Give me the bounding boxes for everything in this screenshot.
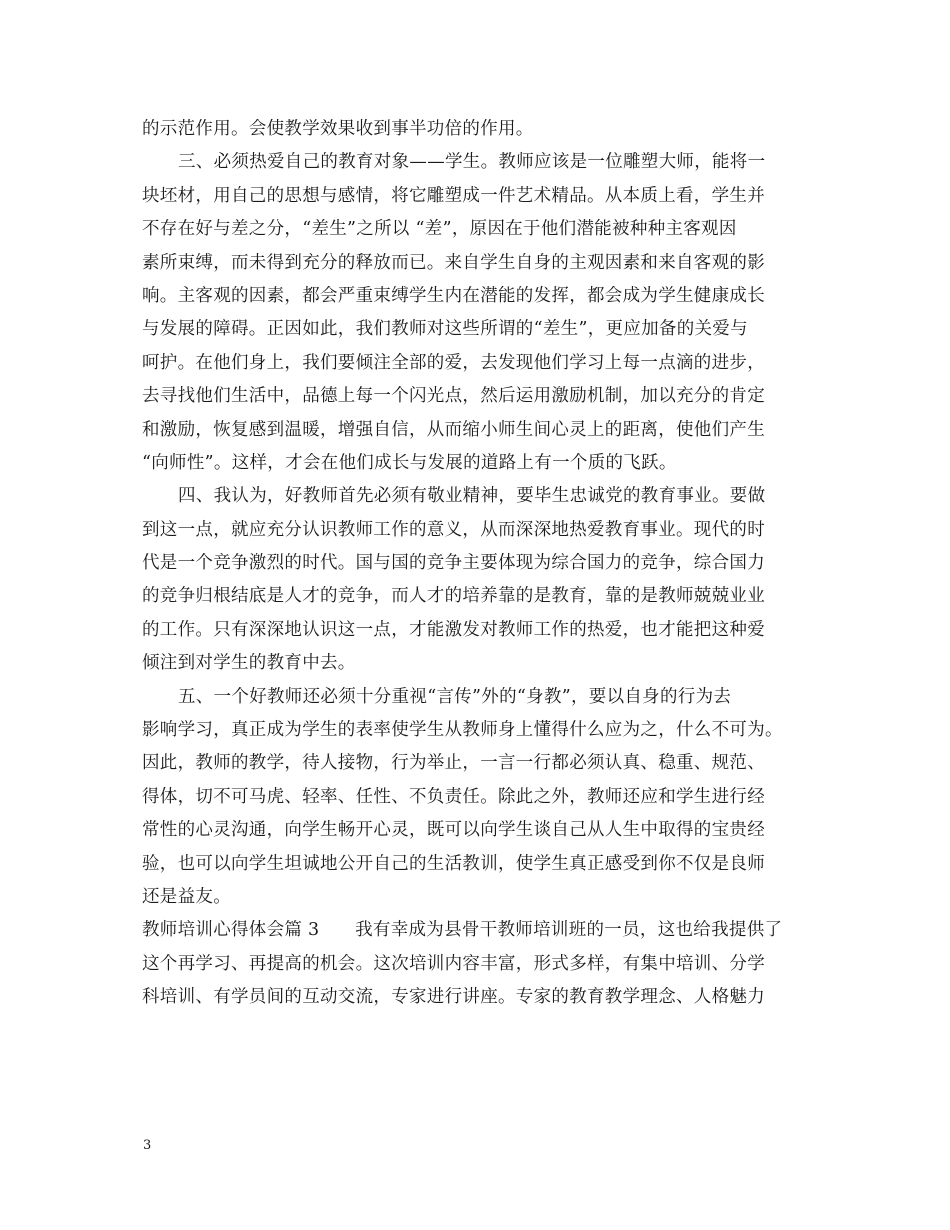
- text-line: 的示范作用。会使教学效果收到事半功倍的作用。: [142, 119, 534, 139]
- text-line: 常性的心灵沟通，向学生畅开心灵，既可以向学生谈自己从人生中取得的宝贵经: [142, 820, 765, 841]
- page-number: 3: [143, 1138, 152, 1153]
- text-line: 去寻找他们生活中，品德上每一个闪光点，然后运用激励机制，加以充分的肯定: [142, 386, 765, 407]
- section-heading-line: 教师培训心得体会篇 3 我有幸成为县骨干教师培训班的一员，这也给我提供了: [142, 920, 783, 941]
- text-line: 的工作。只有深深地认识这一点，才能激发对教师工作的热爱，也才能把这种爱: [142, 619, 765, 640]
- text-line: 影响学习，真正成为学生的表率使学生从教师身上懂得什么应为之，什么不可为。: [142, 720, 783, 741]
- text-line: 素所束缚，而未得到充分的释放而已。来自学生自身的主观因素和来自客观的影: [142, 252, 765, 273]
- text-line: 响。主客观的因素，都会严重束缚学生内在潜能的发挥，都会成为学生健康成长: [142, 285, 765, 306]
- text-line: 倾注到对学生的教育中去。: [142, 653, 356, 674]
- text-line: “向师性”。这样，才会在他们成长与发展的道路上有一个质的飞跃。: [142, 452, 677, 473]
- text-line: 到这一点，就应充分认识教师工作的意义，从而深深地热爱教育事业。现代的时: [142, 519, 765, 540]
- text-line: 代是一个竞争激烈的时代。国与国的竞争主要体现为综合国力的竞争，综合国力: [142, 553, 765, 574]
- text-line: 还是益友。: [142, 886, 231, 907]
- text-line: 科培训、有学员间的互动交流，专家进行讲座。专家的教育教学理念、人格魅力: [142, 987, 765, 1008]
- body-text: [142, 113, 822, 1015]
- paragraph-start-line: 三、必须热爱自己的教育对象——学生。教师应该是一位雕塑大师，能将一: [178, 152, 766, 173]
- text-line: 验，也可以向学生坦诚地公开自己的生活教训，使学生真正感受到你不仅是良师: [142, 853, 765, 874]
- text-line: 与发展的障碍。正因如此，我们教师对这些所谓的“差生”，更应加备的关爱与: [142, 319, 748, 340]
- text-line: 的竞争归根结底是人才的竞争，而人才的培养靠的是教育，靠的是教师兢兢业业: [142, 586, 765, 607]
- paragraph-start-line: 五、一个好教师还必须十分重视“言传”外的“身教”，要以自身的行为去: [178, 686, 732, 707]
- text-line: 不存在好与差之分，“差生”之所以 “差”，原因在于他们潜能被种种主客观因: [142, 219, 737, 240]
- text-line: 和激励，恢复感到温暖，增强自信，从而缩小师生间心灵上的距离，使他们产生: [142, 419, 765, 440]
- text-line: 呵护。在他们身上，我们要倾注全部的爱，去发现他们学习上每一点滴的进步，: [142, 352, 765, 373]
- text-line: 这个再学习、再提高的机会。这次培训内容丰富，形式多样，有集中培训、分学: [142, 953, 765, 974]
- paragraph-start-line: 四、我认为，好教师首先必须有敬业精神，要毕生忠诚党的教育事业。要做: [178, 486, 766, 507]
- text-line: 因此，教师的教学，待人接物，行为举止，一言一行都必须认真、稳重、规范、: [142, 753, 765, 774]
- text-line: 块坯材，用自己的思想与感情，将它雕塑成一件艺术精品。从本质上看，学生并: [142, 185, 765, 206]
- text-line: 得体，切不可马虎、轻率、任性、不负责任。除此之外，教师还应和学生进行经: [142, 786, 765, 807]
